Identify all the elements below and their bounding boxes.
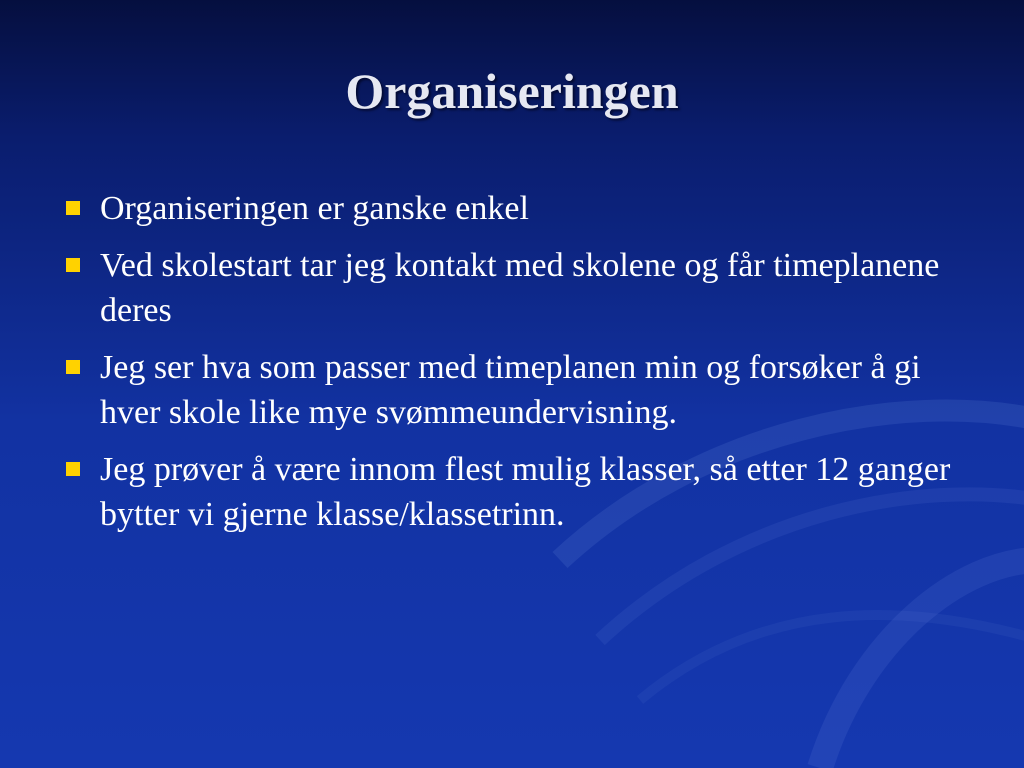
square-bullet-icon [66, 258, 80, 272]
bullet-item [62, 186, 982, 231]
bullet-item [62, 345, 982, 435]
bullet-text: Ved skolestart tar jeg kontakt med skolene og får timeplanene deres [100, 247, 940, 329]
square-bullet-icon [66, 201, 80, 215]
bullet-text: Jeg prøver å være innom flest mulig klasser, så etter 12 ganger bytter vi gjerne klasse/klassetrinn. [100, 451, 951, 533]
bullet-list [62, 186, 982, 549]
slide-title: Organiseringen [345, 63, 679, 119]
bullet-text: Jeg ser hva som passer med timeplanen min og forsøker å gi hver skole like mye svømmeundervisning. [100, 349, 921, 431]
bullet-item [62, 243, 982, 333]
bullet-item [62, 447, 982, 537]
square-bullet-icon [66, 462, 80, 476]
bullet-text: Organiseringen er ganske enkel [100, 190, 529, 227]
square-bullet-icon [66, 360, 80, 374]
